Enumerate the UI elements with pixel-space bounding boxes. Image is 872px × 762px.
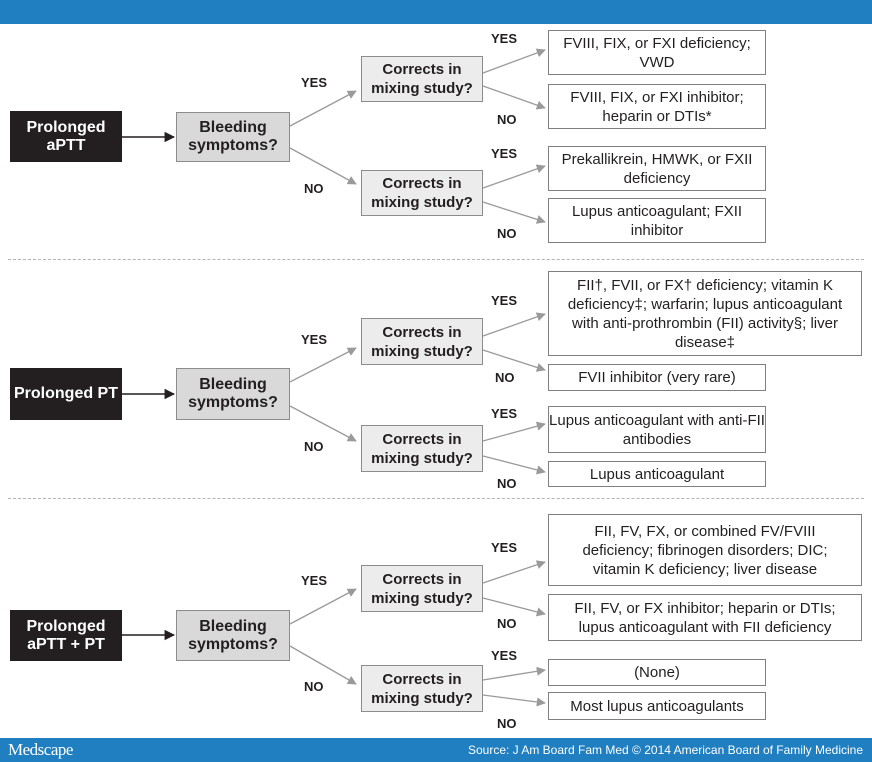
- connector-arrow: [290, 348, 356, 382]
- connector-arrow: [290, 91, 356, 126]
- start-label: Prolonged aPTT + PT: [26, 617, 106, 653]
- result-box: [548, 146, 766, 191]
- bleeding-question-box: [176, 610, 290, 661]
- result-box: [548, 84, 766, 129]
- bleeding-question-box: [176, 112, 290, 162]
- mixing-study-label: Corrects in mixing study?: [371, 430, 473, 467]
- bleeding-yes-label: YES: [301, 332, 328, 347]
- mixing-no-label: NO: [495, 370, 515, 385]
- result-box: [548, 30, 766, 75]
- mixing-study-label: Corrects in mixing study?: [371, 670, 473, 707]
- mixing-study-label: Corrects in mixing study?: [371, 61, 473, 97]
- medscape-logo: Medscape: [8, 740, 73, 759]
- result-text: Lupus anticoagulant; FXII inhibitor: [571, 202, 743, 239]
- result-box: [548, 271, 862, 356]
- result-box: [548, 406, 766, 453]
- section-divider: [8, 259, 864, 260]
- mixing-study-box: [361, 318, 483, 365]
- result-text: Prekallikrein, HMWK, or FXII deficiency: [561, 150, 753, 187]
- result-box: [548, 461, 766, 487]
- result-text: Most lupus anticoagulants: [570, 697, 744, 715]
- mixing-no-label: NO: [497, 476, 517, 491]
- start-label: Prolonged aPTT: [26, 118, 106, 154]
- bleeding-question-label: Bleeding symptoms?: [188, 617, 278, 653]
- mixing-no-label: NO: [497, 226, 517, 241]
- mixing-study-box: [361, 56, 483, 102]
- mixing-study-box: [361, 565, 483, 612]
- result-text: FII†, FVII, or FX† deficiency; vitamin K deficiency‡; warfarin; lupus anticoagulant with anti-prothrombin (FII) activity§; liver disease‡: [567, 276, 843, 351]
- connector-arrow: [483, 314, 545, 336]
- result-box: [548, 198, 766, 243]
- bleeding-question-label: Bleeding symptoms?: [188, 119, 278, 154]
- connector-arrow: [483, 456, 545, 472]
- mixing-yes-label: YES: [491, 293, 518, 308]
- bleeding-no-label: NO: [304, 181, 324, 196]
- result-text: Lupus anticoagulant: [589, 465, 725, 483]
- bleeding-question-label: Bleeding symptoms?: [188, 376, 278, 411]
- connector-arrow: [483, 695, 545, 703]
- mixing-study-label: Corrects in mixing study?: [371, 570, 473, 607]
- result-text: FVIII, FIX, or FXI inhibitor; heparin or DTIs*: [570, 88, 744, 125]
- connector-arrow: [483, 166, 545, 188]
- result-text: FII, FV, or FX inhibitor; heparin or DTIs; lupus anticoagulant with FII deficiency: [574, 599, 836, 636]
- connector-arrow: [483, 598, 545, 614]
- result-box: [548, 364, 766, 391]
- bleeding-no-label: NO: [304, 439, 324, 454]
- connector-arrow: [483, 50, 545, 73]
- mixing-yes-label: YES: [491, 540, 518, 555]
- result-text: FVII inhibitor (very rare): [578, 369, 736, 386]
- mixing-no-label: NO: [497, 112, 517, 127]
- result-text: Lupus anticoagulant with anti-FII antibodies: [549, 411, 765, 448]
- bleeding-yes-label: YES: [301, 75, 328, 90]
- mixing-no-label: NO: [497, 716, 517, 731]
- bleeding-question-box: [176, 368, 290, 420]
- connector-arrow: [290, 589, 356, 624]
- connector-arrow: [483, 202, 545, 222]
- mixing-yes-label: YES: [491, 648, 518, 663]
- start-label: Prolonged PT: [14, 385, 118, 402]
- result-text: FVIII, FIX, or FXI deficiency; VWD: [563, 34, 751, 71]
- mixing-yes-label: YES: [491, 31, 518, 46]
- mixing-study-label: Corrects in mixing study?: [371, 323, 473, 360]
- connector-arrow: [483, 670, 545, 680]
- footer-bar: [0, 738, 872, 762]
- start-box-aptt-pt: [10, 610, 122, 661]
- mixing-no-label: NO: [497, 616, 517, 631]
- mixing-study-box: [361, 170, 483, 216]
- result-text: (None): [634, 664, 680, 681]
- mixing-yes-label: YES: [491, 146, 518, 161]
- connector-arrow: [483, 350, 545, 370]
- mixing-study-box: [361, 665, 483, 712]
- result-text: FII, FV, FX, or combined FV/FVIII deficiency; fibrinogen disorders; DIC; vitamin K deficiency; liver disease: [582, 522, 828, 578]
- result-box: [548, 659, 766, 686]
- start-box-pt: [10, 368, 122, 420]
- mixing-yes-label: YES: [491, 406, 518, 421]
- connector-arrow: [290, 148, 356, 184]
- connector-arrow: [483, 424, 545, 441]
- connector-arrow: [290, 406, 356, 441]
- bleeding-yes-label: YES: [301, 573, 328, 588]
- result-box: [548, 594, 862, 641]
- bleeding-no-label: NO: [304, 679, 324, 694]
- connector-arrow: [483, 86, 545, 108]
- connector-arrow: [483, 562, 545, 583]
- result-box: [548, 692, 766, 720]
- section-divider: [8, 498, 864, 499]
- start-box-aptt: [10, 111, 122, 162]
- source-credit: Source: J Am Board Fam Med © 2014 American Board of Family Medicine: [467, 743, 863, 757]
- mixing-study-label: Corrects in mixing study?: [371, 175, 473, 211]
- mixing-study-box: [361, 425, 483, 472]
- result-box: [548, 514, 862, 586]
